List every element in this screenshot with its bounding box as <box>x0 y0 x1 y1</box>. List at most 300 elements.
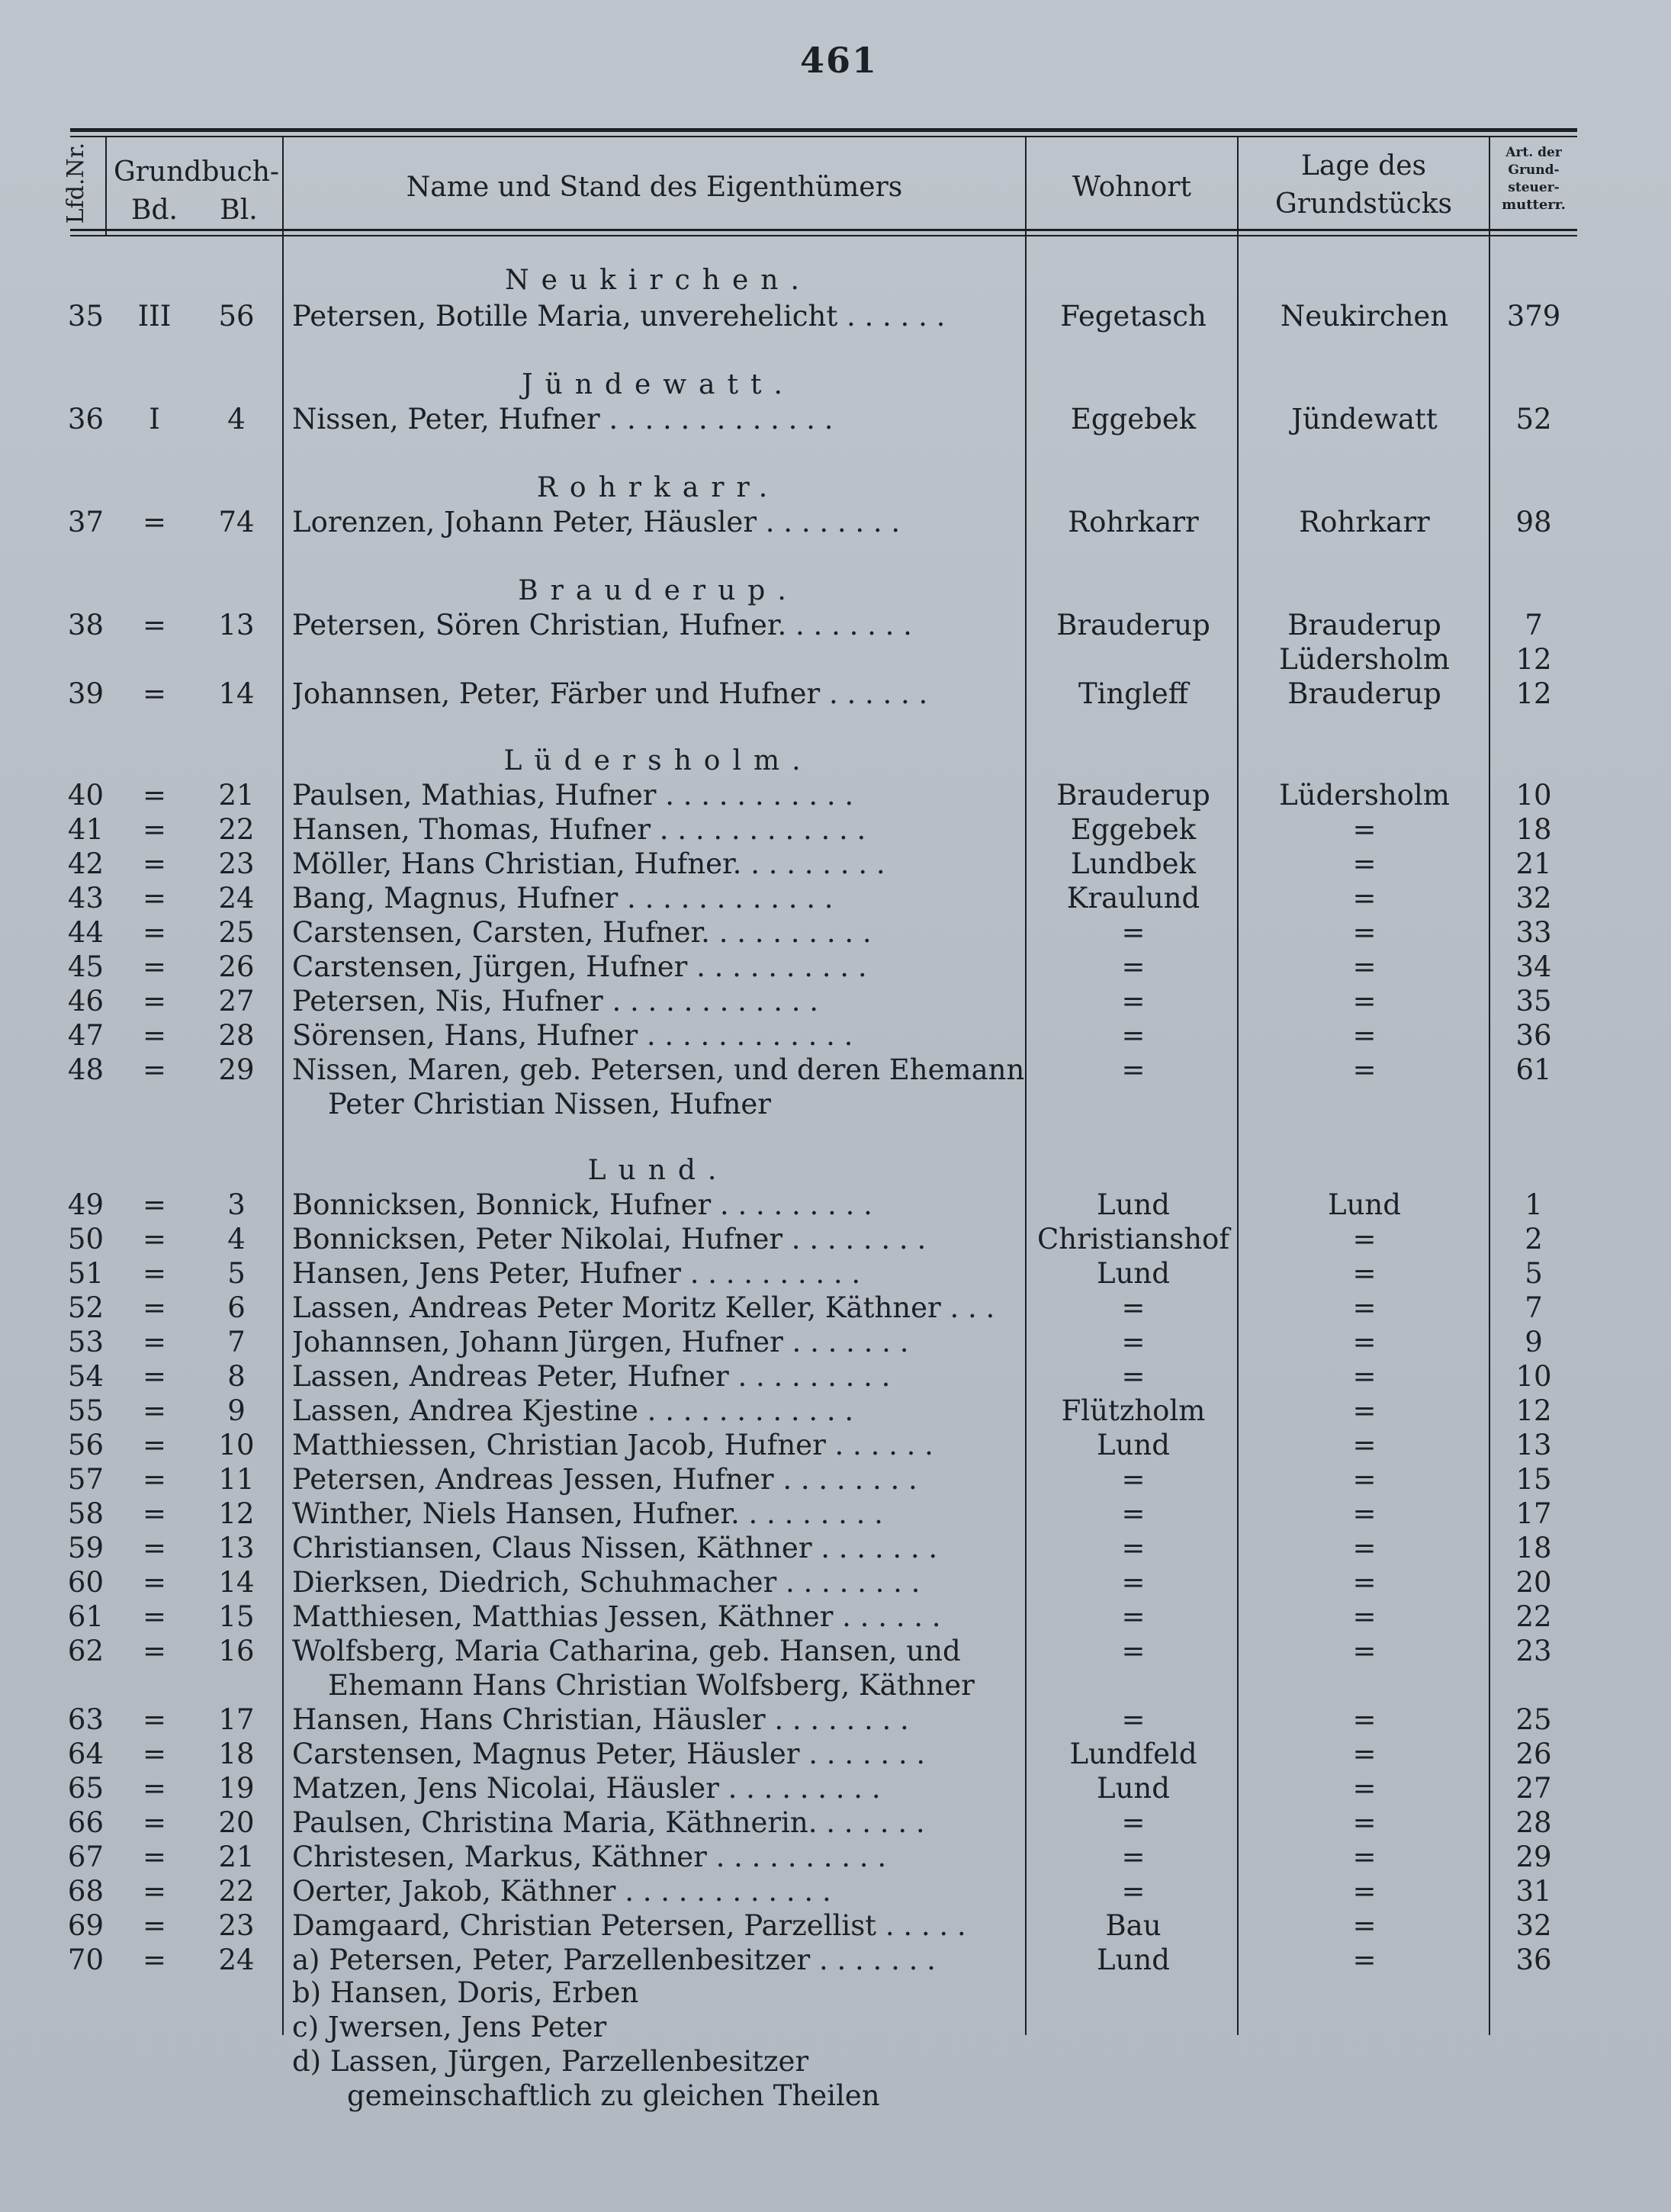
cell-lage: = <box>1352 1257 1377 1290</box>
cell-artikel: 36 <box>1515 1019 1552 1052</box>
cell-name: Matthiesen, Matthias Jessen, Käthner . . . . . . <box>292 1600 941 1633</box>
cell-bd: = <box>142 1738 166 1770</box>
cell-lage: = <box>1352 1532 1377 1564</box>
cell-bl: 13 <box>218 609 255 641</box>
cell-wohnort: Lundbek <box>1071 847 1196 880</box>
table-row <box>0 1053 1671 1087</box>
cell-lage: = <box>1352 1223 1377 1256</box>
cell-nr: 51 <box>67 1257 104 1290</box>
cell-bl: 5 <box>227 1257 246 1290</box>
table-row <box>0 1462 1671 1497</box>
cell-nr: 38 <box>67 609 104 641</box>
cell-lage: = <box>1352 1841 1377 1873</box>
cell-bd: = <box>142 609 166 641</box>
cell-wohnort: = <box>1121 1703 1146 1736</box>
cell-bd: = <box>142 1223 166 1256</box>
table-row <box>0 1359 1671 1394</box>
header-lfd-nr: Lfd.Nr. <box>63 142 89 224</box>
cell-artikel: 379 <box>1506 300 1561 333</box>
cell-bd: = <box>142 1841 166 1873</box>
cell-nr: 44 <box>67 916 104 949</box>
cell-lage: Brauderup <box>1287 677 1441 710</box>
table-row <box>0 1943 1671 1977</box>
cell-lage: = <box>1352 882 1377 915</box>
cell-nr: 63 <box>67 1703 104 1736</box>
cell-artikel: 7 <box>1525 1291 1543 1324</box>
table-row-continuation <box>0 1087 1671 1121</box>
cell-name: d) Lassen, Jürgen, Parzellenbesitzer <box>292 2045 809 2078</box>
cell-bd: = <box>142 1703 166 1736</box>
column-line <box>105 136 107 236</box>
cell-name: Carstensen, Jürgen, Hufner . . . . . . . . . . <box>292 950 867 983</box>
cell-artikel: 61 <box>1515 1053 1552 1086</box>
cell-lage: = <box>1352 950 1377 983</box>
cell-nr: 62 <box>67 1635 104 1667</box>
cell-lage: Neukirchen <box>1280 300 1449 333</box>
cell-name: gemeinschaftlich zu gleichen Theilen <box>347 2079 880 2112</box>
cell-name: Bonnicksen, Peter Nikolai, Hufner . . . . . . . . <box>292 1223 927 1256</box>
table-row <box>0 915 1671 950</box>
table-row <box>0 847 1671 881</box>
cell-bl: 56 <box>218 300 255 333</box>
cell-artikel: 18 <box>1515 813 1552 846</box>
page-number: 461 <box>799 40 879 81</box>
cell-name: Paulsen, Mathias, Hufner . . . . . . . . . . . <box>292 779 854 812</box>
cell-bd: = <box>142 1566 166 1599</box>
table-row <box>0 1291 1671 1325</box>
cell-bl: 22 <box>218 813 255 846</box>
cell-artikel: 28 <box>1515 1806 1552 1839</box>
cell-artikel: 17 <box>1515 1497 1552 1530</box>
cell-artikel: 34 <box>1515 950 1552 983</box>
header-bottom-rule-thin <box>70 235 1577 236</box>
cell-bl: 4 <box>227 1223 246 1256</box>
header-artikel-4: mutterr. <box>1502 197 1566 213</box>
cell-artikel: 18 <box>1515 1532 1552 1564</box>
cell-bl: 22 <box>218 1875 255 1908</box>
table-row <box>0 402 1671 436</box>
cell-wohnort: = <box>1121 1600 1146 1633</box>
table-row <box>0 1600 1671 1634</box>
table-row <box>0 1702 1671 1737</box>
cell-nr: 65 <box>67 1772 104 1805</box>
cell-bd: = <box>142 1772 166 1805</box>
table-row <box>0 1188 1671 1222</box>
cell-name: Matzen, Jens Nicolai, Häusler . . . . . . . . . <box>292 1772 881 1805</box>
table-row <box>0 1908 1671 1943</box>
cell-bd: = <box>142 950 166 983</box>
header-wohnort: Wohnort <box>1072 172 1191 203</box>
table-row-continuation <box>0 1668 1671 1702</box>
cell-bd: = <box>142 1875 166 1908</box>
cell-bl: 20 <box>218 1806 255 1839</box>
cell-bl: 9 <box>227 1394 246 1427</box>
cell-wohnort: Lund <box>1097 1257 1170 1290</box>
cell-lage: = <box>1352 1703 1377 1736</box>
cell-lage: = <box>1352 847 1377 880</box>
cell-wohnort: = <box>1121 1875 1146 1908</box>
cell-name: Möller, Hans Christian, Hufner. . . . . . . . . <box>292 847 885 880</box>
cell-name: Lassen, Andreas Peter, Hufner . . . . . . . . . <box>292 1360 891 1393</box>
cell-bl: 74 <box>218 506 255 539</box>
cell-nr: 58 <box>67 1497 104 1530</box>
table-row <box>0 1771 1671 1805</box>
table-row-continuation <box>0 2044 1671 2079</box>
cell-wohnort: Flützholm <box>1061 1394 1206 1427</box>
cell-artikel: 12 <box>1515 677 1552 710</box>
cell-name: Nissen, Peter, Hufner . . . . . . . . . . . . . <box>292 403 834 436</box>
cell-artikel: 7 <box>1525 609 1543 641</box>
cell-artikel: 1 <box>1525 1188 1543 1221</box>
cell-bd: = <box>142 1909 166 1942</box>
cell-name: Johannsen, Peter, Färber und Hufner . . . . . . <box>292 677 928 710</box>
cell-wohnort: = <box>1121 1497 1146 1530</box>
cell-lage: = <box>1352 1429 1377 1461</box>
cell-name: Dierksen, Diedrich, Schuhmacher . . . . . . . . <box>292 1566 921 1599</box>
cell-artikel: 20 <box>1515 1566 1552 1599</box>
cell-artikel: 29 <box>1515 1841 1552 1873</box>
cell-wohnort: Fegetasch <box>1060 300 1207 333</box>
table-row <box>0 1634 1671 1668</box>
cell-bd: III <box>137 300 172 333</box>
cell-wohnort: Rohrkarr <box>1068 506 1199 539</box>
table-row <box>0 1565 1671 1600</box>
cell-wohnort: = <box>1121 1806 1146 1839</box>
table-row-continuation <box>0 642 1671 677</box>
cell-bd: = <box>142 1635 166 1667</box>
table-row <box>0 505 1671 539</box>
cell-nr: 48 <box>67 1053 104 1086</box>
cell-lage: Jündewatt <box>1291 403 1438 436</box>
cell-wohnort: = <box>1121 1053 1146 1086</box>
table-row <box>0 1394 1671 1428</box>
table-row-continuation <box>0 2010 1671 2044</box>
cell-artikel: 27 <box>1515 1772 1552 1805</box>
cell-bl: 24 <box>218 882 255 915</box>
cell-bd: I <box>149 403 160 436</box>
table-row-continuation <box>0 1976 1671 2010</box>
table-row <box>0 1497 1671 1531</box>
cell-artikel: 23 <box>1515 1635 1552 1667</box>
cell-nr: 50 <box>67 1223 104 1256</box>
cell-wohnort: Lund <box>1097 1772 1170 1805</box>
cell-artikel: 32 <box>1515 1909 1552 1942</box>
cell-bd: = <box>142 677 166 710</box>
cell-bd: = <box>142 882 166 915</box>
cell-name: Lassen, Andrea Kjestine . . . . . . . . . . . . <box>292 1394 854 1427</box>
cell-name: Peter Christian Nissen, Hufner <box>328 1088 771 1120</box>
section-heading: Brauderup. <box>518 575 799 606</box>
cell-bl: 26 <box>218 950 255 983</box>
cell-bl: 3 <box>227 1188 246 1221</box>
cell-bl: 19 <box>218 1772 255 1805</box>
table-row <box>0 1805 1671 1840</box>
cell-artikel: 21 <box>1515 847 1552 880</box>
cell-bl: 11 <box>218 1463 255 1496</box>
cell-artikel: 22 <box>1515 1600 1552 1633</box>
cell-lage: = <box>1352 1738 1377 1770</box>
section-heading: Lüdersholm. <box>503 745 813 776</box>
cell-bd: = <box>142 813 166 846</box>
cell-bd: = <box>142 916 166 949</box>
cell-bl: 16 <box>218 1635 255 1667</box>
cell-wohnort: = <box>1121 916 1146 949</box>
cell-bl: 25 <box>218 916 255 949</box>
cell-name: Sörensen, Hans, Hufner . . . . . . . . . . . . <box>292 1019 853 1052</box>
cell-bd: = <box>142 1394 166 1427</box>
header-top-rule-thin <box>70 136 1577 137</box>
cell-name: Hansen, Jens Peter, Hufner . . . . . . . . . . <box>292 1257 861 1290</box>
table-row <box>0 881 1671 915</box>
cell-nr: 45 <box>67 950 104 983</box>
header-bottom-rule <box>70 229 1577 231</box>
cell-bl: 12 <box>218 1497 255 1530</box>
table-row <box>0 1256 1671 1291</box>
cell-name: Lassen, Andreas Peter Moritz Keller, Käthner . . . <box>292 1291 995 1324</box>
cell-nr: 42 <box>67 847 104 880</box>
cell-lage: = <box>1352 1291 1377 1324</box>
cell-bd: = <box>142 1257 166 1290</box>
cell-name: Matthiessen, Christian Jacob, Hufner . . . . . . <box>292 1429 934 1461</box>
cell-bd: = <box>142 1532 166 1564</box>
cell-nr: 39 <box>67 677 104 710</box>
cell-lage: Lüdersholm <box>1279 643 1450 676</box>
cell-bl: 13 <box>218 1532 255 1564</box>
section-heading: Lund. <box>587 1155 729 1186</box>
cell-lage: = <box>1352 1909 1377 1942</box>
cell-bl: 27 <box>218 985 255 1018</box>
cell-bd: = <box>142 1053 166 1086</box>
cell-bl: 8 <box>227 1360 246 1393</box>
cell-wohnort: = <box>1121 1019 1146 1052</box>
cell-bl: 21 <box>218 779 255 812</box>
cell-lage: = <box>1352 985 1377 1018</box>
table-row <box>0 812 1671 847</box>
cell-wohnort: = <box>1121 1360 1146 1393</box>
header-lage-1: Lage des <box>1301 150 1426 182</box>
cell-wohnort: Lund <box>1097 1944 1170 1976</box>
table-row <box>0 677 1671 711</box>
cell-name: Ehemann Hans Christian Wolfsberg, Käthner <box>328 1669 975 1702</box>
cell-bl: 10 <box>218 1429 255 1461</box>
table-row <box>0 1428 1671 1462</box>
cell-bl: 4 <box>227 403 246 436</box>
cell-wohnort: Lundfeld <box>1069 1738 1197 1770</box>
cell-wohnort: Christianshof <box>1036 1223 1230 1256</box>
cell-bd: = <box>142 1326 166 1358</box>
cell-bd: = <box>142 985 166 1018</box>
cell-nr: 66 <box>67 1806 104 1839</box>
cell-wohnort: Lund <box>1097 1188 1170 1221</box>
cell-lage: = <box>1352 1019 1377 1052</box>
cell-name: Winther, Niels Hansen, Hufner. . . . . . . . . <box>292 1497 883 1530</box>
cell-artikel: 12 <box>1515 1394 1552 1427</box>
table-row <box>0 778 1671 812</box>
cell-name: Bang, Magnus, Hufner . . . . . . . . . . . . <box>292 882 834 915</box>
cell-nr: 37 <box>67 506 104 539</box>
cell-bd: = <box>142 1497 166 1530</box>
cell-bd: = <box>142 1360 166 1393</box>
cell-artikel: 10 <box>1515 779 1552 812</box>
cell-name: Lorenzen, Johann Peter, Häusler . . . . . . . . <box>292 506 901 539</box>
table-row <box>0 1531 1671 1565</box>
cell-lage: = <box>1352 1944 1377 1976</box>
cell-artikel: 5 <box>1525 1257 1543 1290</box>
table-row <box>0 984 1671 1018</box>
cell-name: Johannsen, Johann Jürgen, Hufner . . . . . . . <box>292 1326 909 1358</box>
cell-name: c) Jwersen, Jens Peter <box>292 2011 607 2043</box>
cell-name: Petersen, Andreas Jessen, Hufner . . . . . . . . <box>292 1463 917 1496</box>
cell-name: Nissen, Maren, geb. Petersen, und deren Ehemann <box>292 1053 1024 1086</box>
cell-name: Carstensen, Magnus Peter, Häusler . . . . . . . <box>292 1738 926 1770</box>
header-artikel-1: Art. der <box>1506 145 1562 160</box>
cell-lage: = <box>1352 1394 1377 1427</box>
cell-wohnort: = <box>1121 1463 1146 1496</box>
cell-artikel: 98 <box>1515 506 1552 539</box>
cell-bd: = <box>142 1188 166 1221</box>
cell-nr: 67 <box>67 1841 104 1873</box>
cell-lage: = <box>1352 1497 1377 1530</box>
cell-wohnort: Brauderup <box>1056 609 1210 641</box>
cell-nr: 43 <box>67 882 104 915</box>
cell-lage: = <box>1352 1772 1377 1805</box>
cell-nr: 47 <box>67 1019 104 1052</box>
table-row <box>0 1874 1671 1908</box>
cell-wohnort: = <box>1121 1635 1146 1667</box>
cell-bl: 6 <box>227 1291 246 1324</box>
cell-wohnort: Eggebek <box>1070 403 1197 436</box>
table-row <box>0 1018 1671 1053</box>
table-row <box>0 1840 1671 1874</box>
cell-nr: 60 <box>67 1566 104 1599</box>
cell-wohnort: = <box>1121 1532 1146 1564</box>
cell-bd: = <box>142 847 166 880</box>
cell-bd: = <box>142 1600 166 1633</box>
cell-nr: 70 <box>67 1944 104 1976</box>
cell-lage: = <box>1352 1566 1377 1599</box>
cell-artikel: 52 <box>1515 403 1552 436</box>
cell-lage: = <box>1352 813 1377 846</box>
cell-bl: 17 <box>218 1703 255 1736</box>
cell-bd: = <box>142 779 166 812</box>
cell-nr: 69 <box>67 1909 104 1942</box>
cell-artikel: 12 <box>1515 643 1552 676</box>
cell-lage: = <box>1352 1326 1377 1358</box>
cell-name: Petersen, Botille Maria, unverehelicht . . . . . . <box>292 300 946 333</box>
cell-bl: 24 <box>218 1944 255 1976</box>
cell-bl: 23 <box>218 1909 255 1942</box>
header-bl: Bl. <box>220 195 258 226</box>
cell-nr: 46 <box>67 985 104 1018</box>
cell-artikel: 36 <box>1515 1944 1552 1976</box>
cell-nr: 49 <box>67 1188 104 1221</box>
cell-wohnort: Kraulund <box>1066 882 1200 915</box>
cell-nr: 53 <box>67 1326 104 1358</box>
cell-artikel: 26 <box>1515 1738 1552 1770</box>
table-row-continuation <box>0 2079 1671 2113</box>
cell-bd: = <box>142 506 166 539</box>
cell-nr: 54 <box>67 1360 104 1393</box>
cell-artikel: 15 <box>1515 1463 1552 1496</box>
cell-artikel: 35 <box>1515 985 1552 1018</box>
header-lage-2: Grundstücks <box>1275 188 1452 220</box>
cell-nr: 56 <box>67 1429 104 1461</box>
cell-bl: 14 <box>218 677 255 710</box>
cell-bd: = <box>142 1291 166 1324</box>
cell-artikel: 9 <box>1525 1326 1543 1358</box>
cell-artikel: 2 <box>1525 1223 1543 1256</box>
cell-lage: = <box>1352 916 1377 949</box>
cell-name: b) Hansen, Doris, Erben <box>292 1976 639 2009</box>
cell-bl: 28 <box>218 1019 255 1052</box>
header-artikel-3: steuer- <box>1508 180 1560 195</box>
cell-bl: 21 <box>218 1841 255 1873</box>
table-row <box>0 1325 1671 1359</box>
section-heading: Rohrkarr. <box>536 472 780 503</box>
cell-name: Petersen, Nis, Hufner . . . . . . . . . . . . <box>292 985 819 1018</box>
header-top-rule <box>70 128 1577 132</box>
header-name: Name und Stand des Eigenthümers <box>406 172 903 203</box>
cell-nr: 40 <box>67 779 104 812</box>
cell-bl: 15 <box>218 1600 255 1633</box>
header-artikel-2: Grund- <box>1508 162 1560 178</box>
cell-name: Petersen, Sören Christian, Hufner. . . . . . . . <box>292 609 912 641</box>
table-row <box>0 1737 1671 1771</box>
cell-wohnort: = <box>1121 1291 1146 1324</box>
cell-bl: 29 <box>218 1053 255 1086</box>
cell-lage: = <box>1352 1463 1377 1496</box>
section-heading: Jündewatt. <box>522 369 795 400</box>
cell-artikel: 32 <box>1515 882 1552 915</box>
cell-name: Wolfsberg, Maria Catharina, geb. Hansen, und <box>292 1635 961 1667</box>
cell-nr: 68 <box>67 1875 104 1908</box>
cell-bd: = <box>142 1806 166 1839</box>
cell-lage: = <box>1352 1360 1377 1393</box>
cell-nr: 59 <box>67 1532 104 1564</box>
cell-artikel: 10 <box>1515 1360 1552 1393</box>
cell-wohnort: Tingleff <box>1078 677 1189 710</box>
cell-lage: = <box>1352 1600 1377 1633</box>
cell-name: Carstensen, Carsten, Hufner. . . . . . . . . . <box>292 916 872 949</box>
cell-lage: = <box>1352 1806 1377 1839</box>
cell-bd: = <box>142 1019 166 1052</box>
cell-bl: 14 <box>218 1566 255 1599</box>
header-grundbuch: Grundbuch- <box>113 156 280 188</box>
cell-lage: Rohrkarr <box>1299 506 1430 539</box>
cell-wohnort: = <box>1121 950 1146 983</box>
cell-lage: = <box>1352 1635 1377 1667</box>
cell-name: Paulsen, Christina Maria, Käthnerin. . . . . . . <box>292 1806 925 1839</box>
cell-wohnort: = <box>1121 985 1146 1018</box>
cell-lage: Lüdersholm <box>1279 779 1450 812</box>
cell-wohnort: Eggebek <box>1070 813 1197 846</box>
table-row <box>0 608 1671 642</box>
cell-lage: = <box>1352 1053 1377 1086</box>
cell-name: Christesen, Markus, Käthner . . . . . . . . . . <box>292 1841 887 1873</box>
cell-nr: 36 <box>67 403 104 436</box>
cell-name: Hansen, Hans Christian, Häusler . . . . . . . . <box>292 1703 909 1736</box>
cell-name: Damgaard, Christian Petersen, Parzellist . . . . . <box>292 1909 966 1942</box>
cell-artikel: 33 <box>1515 916 1552 949</box>
cell-bl: 18 <box>218 1738 255 1770</box>
cell-bd: = <box>142 1463 166 1496</box>
cell-nr: 57 <box>67 1463 104 1496</box>
cell-name: a) Petersen, Peter, Parzellenbesitzer . . . . . . . <box>292 1944 936 1976</box>
cell-nr: 64 <box>67 1738 104 1770</box>
cell-wohnort: = <box>1121 1566 1146 1599</box>
cell-name: Hansen, Thomas, Hufner . . . . . . . . . . . . <box>292 813 866 846</box>
cell-bl: 23 <box>218 847 255 880</box>
